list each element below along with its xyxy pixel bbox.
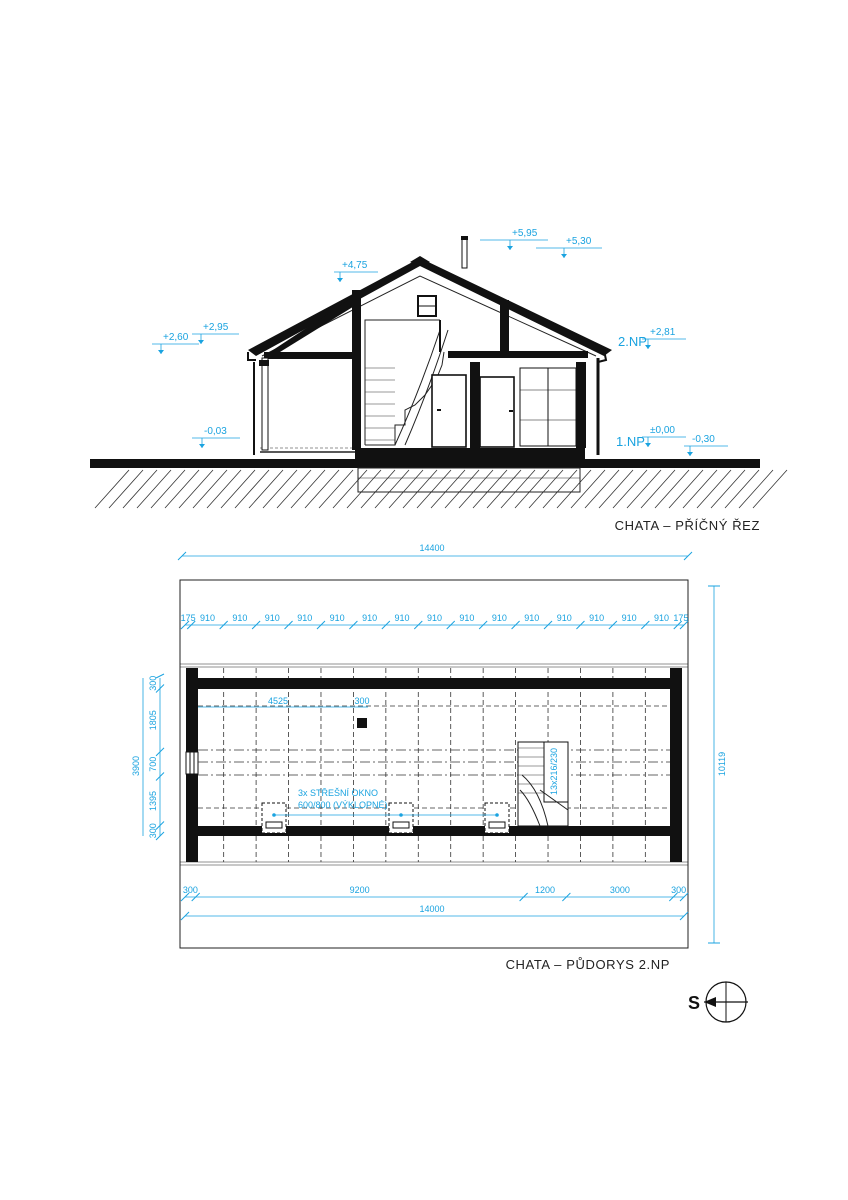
- rafter-dim-11: 910: [524, 613, 540, 623]
- bottom-dimensions: [181, 885, 688, 901]
- level-mark-8: -0,30: [692, 434, 715, 445]
- north-arrow-label: S: [688, 993, 701, 1013]
- rafter-dim-9: 910: [459, 613, 475, 623]
- level-mark-0: +5,95: [512, 228, 538, 239]
- rafter-dim-6: 910: [362, 613, 378, 623]
- rafter-dim-10: 910: [491, 613, 507, 623]
- rafter-dim-16: 175: [673, 613, 689, 623]
- floor-label-1np: 1.NP: [616, 434, 645, 449]
- rafter-dim-3: 910: [264, 613, 280, 623]
- bottom-dim-2: 1200: [534, 885, 556, 895]
- chimney: [357, 718, 367, 728]
- left-dim-3: 1395: [148, 790, 158, 811]
- section-title: CHATA – PŘÍČNÝ ŘEZ: [614, 518, 760, 533]
- left-dim-1: 1805: [148, 710, 158, 731]
- ceiling-beam-right: [448, 351, 588, 358]
- rafter-dim-8: 910: [426, 613, 443, 623]
- left-dimensions: [131, 674, 164, 840]
- dim-4525: 4525: [267, 696, 289, 706]
- window-note-1: 3x STŘEŠNÍ OKNO: [298, 788, 379, 798]
- rafter-dimensions: [181, 613, 689, 629]
- dim-3900: 3900: [131, 755, 141, 777]
- rafter-dim-5: 910: [329, 613, 345, 623]
- rafter-dim-4: 910: [297, 613, 313, 623]
- ground-hatch: [95, 470, 787, 508]
- wall-bottom: [186, 826, 682, 836]
- dim-bottom-total: 14000: [419, 904, 445, 914]
- ceiling-beam-left: [264, 352, 360, 359]
- dim-overall-height: 10119: [717, 751, 727, 777]
- level-mark-1: +5,30: [566, 236, 592, 247]
- level-mark-5: +2,81: [650, 327, 676, 338]
- rafter-dim-15: 910: [654, 613, 670, 623]
- rafter-dim-12: 910: [556, 613, 572, 623]
- rafter-dim-13: 910: [589, 613, 605, 623]
- left-dim-4: 300: [148, 823, 158, 839]
- cross-section: [90, 228, 787, 533]
- bottom-dim-3: 3000: [609, 885, 630, 895]
- ground-line: [90, 459, 760, 468]
- dim-300: 300: [354, 696, 370, 706]
- rafter-dim-7: 910: [394, 613, 410, 623]
- rafter-dim-14: 910: [621, 613, 637, 623]
- rafter-dim-1: 910: [199, 613, 215, 623]
- level-mark-6: -0,03: [204, 426, 227, 437]
- bottom-dim-1: 9200: [349, 885, 370, 895]
- stair-plan: [518, 742, 568, 826]
- rafter-dim-0: 175: [180, 613, 196, 623]
- window-note-2: 600/800 (VÝKLOPNÉ): [298, 800, 388, 810]
- level-mark-2: +4,75: [342, 260, 368, 271]
- level-mark-3: +2,95: [203, 322, 229, 333]
- dim-overall-width: 14400: [419, 543, 445, 553]
- rafter-dim-2: 910: [232, 613, 248, 623]
- left-dim-2: 700: [148, 756, 158, 772]
- plan-title: CHATA – PŮDORYS 2.NP: [505, 957, 670, 972]
- wall-top: [186, 678, 682, 689]
- door-2: [480, 377, 514, 447]
- floor-plan: [131, 543, 727, 972]
- stair-note: 13x216/230: [549, 747, 559, 795]
- bottom-dim-0: 300: [182, 885, 198, 895]
- bottom-dim-4: 300: [671, 885, 687, 895]
- north-arrow: [688, 982, 748, 1022]
- level-mark-4: +2,60: [163, 332, 189, 343]
- floor-label-2np: 2.NP: [618, 334, 647, 349]
- left-dim-0: 300: [148, 675, 158, 691]
- post-left: [352, 290, 361, 450]
- level-mark-7: ±0,00: [650, 425, 675, 436]
